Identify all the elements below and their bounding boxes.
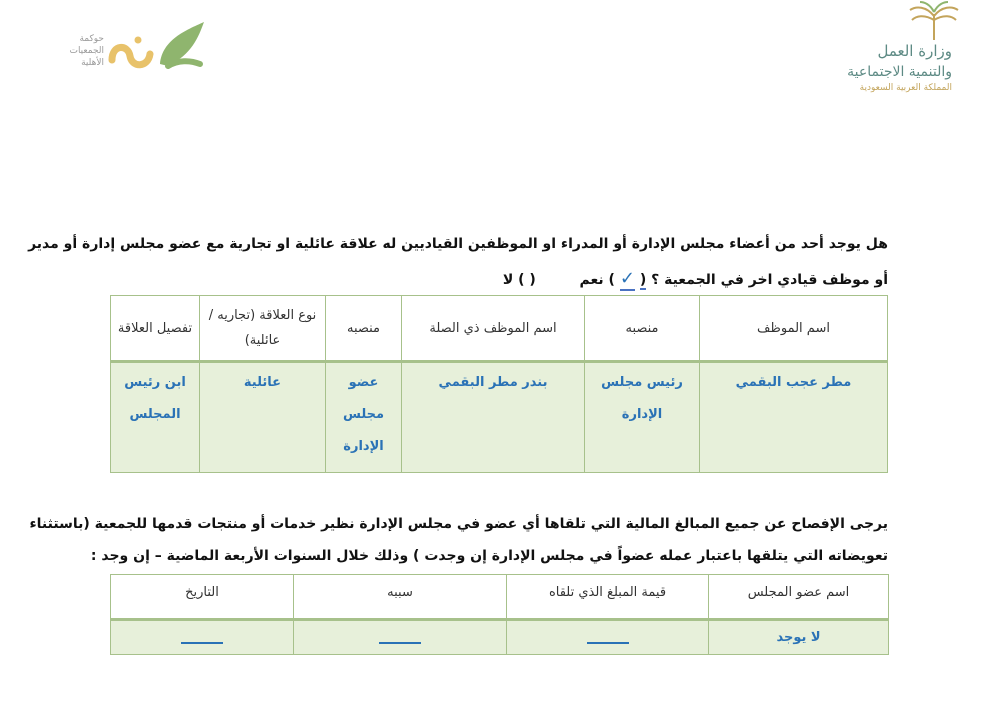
cell-related-employee: بندر مطر البقمي xyxy=(402,362,585,473)
gov-logo-mark-icon xyxy=(108,20,210,76)
question-1-line-1: هل يوجد أحد من أعضاء مجلس الإدارة أو المدراء او الموظفين القياديين له علاقة عائلية او تجارية مع عضو مجلس إدارة أو مدير xyxy=(28,236,888,252)
header-related-employee: اسم الموظف ذي الصلة xyxy=(402,296,585,362)
header-amount: قيمة المبلغ الذي تلقاه xyxy=(507,575,709,620)
cell-date xyxy=(111,620,294,655)
empty-dash xyxy=(181,632,223,644)
question-2-line-1: يرجى الإفصاح عن جميع المبالغ المالية التي تلقاها أي عضو في مجلس الإدارة نظير خدمات أو منتجات قدمها للجمعية (باستثناء xyxy=(29,516,888,532)
yes-option-label: ) نعم xyxy=(579,272,615,288)
question-2-line-2: تعويضاته التي يتلقها باعتبار عمله عضواً في مجلس الإدارة إن وجدت ) وذلك خلال السنوات الأربعة الماضية – إن وجد : xyxy=(90,548,888,564)
cell-amount xyxy=(507,620,709,655)
empty-dash xyxy=(379,632,421,644)
cell-related-position: عضو مجلس الإدارة xyxy=(326,362,402,473)
cell-position: رئيس مجلس الإدارة xyxy=(585,362,700,473)
table-row xyxy=(111,362,888,473)
ministry-name-line2: والتنمية الاجتماعية xyxy=(847,64,952,80)
question-1-prefix: أو موظف قيادي اخر في الجمعية ؟ xyxy=(651,272,888,288)
cell-relation-type: عائلية xyxy=(200,362,326,473)
gov-logo-text2: الجمعيات xyxy=(69,46,104,56)
cell-employee-name: مطر عجب البقمي xyxy=(700,362,888,473)
no-option-label: ( ) لا xyxy=(502,272,536,288)
governance-logo xyxy=(56,12,212,76)
table-row xyxy=(111,620,889,655)
question-1-line-2 xyxy=(503,268,888,289)
cell-relation-detail: ابن رئيس المجلس xyxy=(111,362,200,473)
gov-logo-text1: حوكمة xyxy=(79,34,104,44)
header-date: التاريخ xyxy=(111,575,294,620)
header-employee-name: اسم الموظف xyxy=(700,296,888,362)
yes-open-paren: ( xyxy=(639,272,647,288)
payments-table xyxy=(110,574,889,655)
ministry-country: المملكة العربية السعودية xyxy=(859,83,952,93)
gov-logo-text3: الأهلية xyxy=(81,58,104,68)
palm-emblem-icon xyxy=(904,0,964,42)
header-related-position: منصبه xyxy=(326,296,402,362)
table-header-row xyxy=(111,575,889,620)
ministry-logo xyxy=(826,0,986,100)
empty-dash xyxy=(587,632,629,644)
table-header-row xyxy=(111,296,888,362)
header-member-name: اسم عضو المجلس xyxy=(709,575,889,620)
yes-check-icon: ✓ xyxy=(619,268,635,289)
ministry-name-line1: وزارة العمل xyxy=(877,42,952,60)
header-position: منصبه xyxy=(585,296,700,362)
cell-member-name: لا يوجد xyxy=(709,620,889,655)
header-reason: سببه xyxy=(294,575,507,620)
relationships-table xyxy=(110,295,888,473)
header-relation-detail: تفصيل العلاقة xyxy=(111,296,200,362)
header-relation-type: نوع العلاقة (تجاريه /عائلية) xyxy=(200,296,326,362)
cell-reason xyxy=(294,620,507,655)
